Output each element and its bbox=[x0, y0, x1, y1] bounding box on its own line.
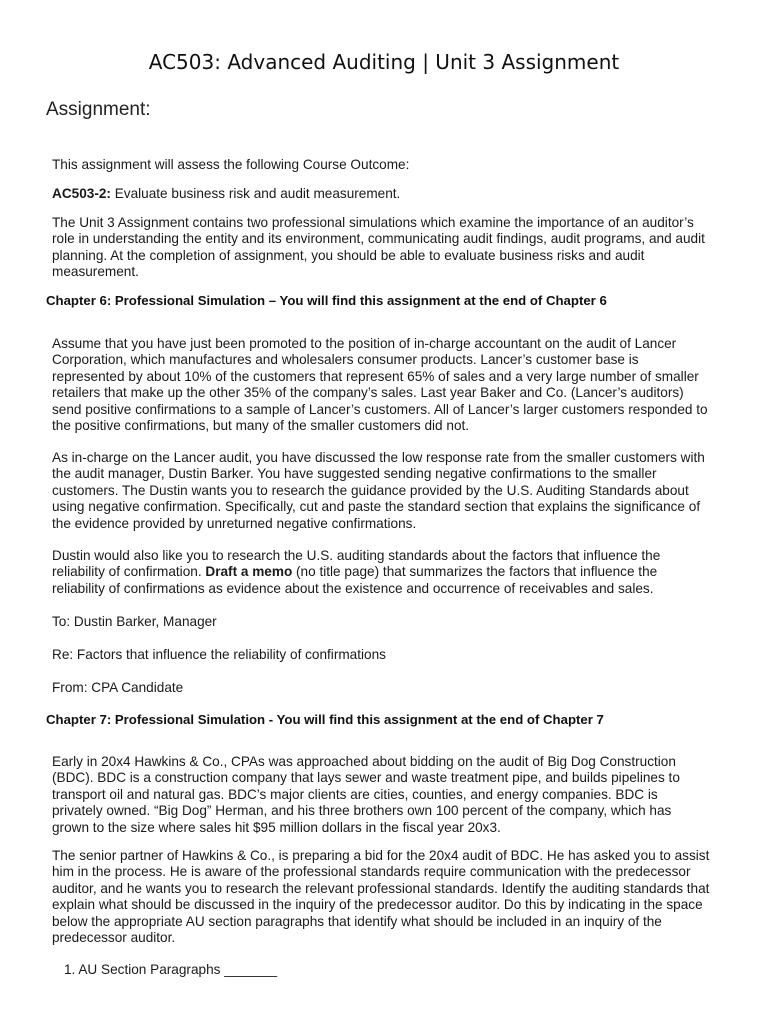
course-outcome bbox=[52, 186, 712, 202]
au-section-item: 1. AU Section Paragraphs _______ bbox=[64, 962, 278, 977]
chapter7-paragraph-1: Early in 20x4 Hawkins & Co., CPAs was approached about bidding on the audit of Big Dog Construction (BDC). BDC is a construction company that lays sewer and waste treatment pipe, and builds pipelines to transport oil and natural gas. BDC’s major clients are cities, counties, and energy companies. BDC is privately owned. “Big Dog” Herman, and his three brothers own 100 percent of the company, which has grown to the size where sales hit $95 million dollars in the fiscal year 20x3. bbox=[52, 754, 680, 835]
paragraph-3-lead: Dustin would also like you to research the U.S. auditing standards about the factors that influence the reliability of confirmation. bbox=[52, 548, 661, 580]
draft-memo-emphasis: Draft a memo bbox=[205, 564, 293, 580]
overview-paragraph: The Unit 3 Assignment contains two professional simulations which examine the importance of an auditor’s role in understanding the entity and its environment, communicating audit findings, audit programs, and audit planning. At the completion of assignment, you should be able to evaluate business risks and audit measurement. bbox=[52, 215, 705, 280]
chapter7-paragraph-2: The senior partner of Hawkins & Co., is preparing a bid for the 20x4 audit of BDC. He has asked you to assist him in the process. He is aware of the professional standards require communication with the predecessor auditor, and he wants you to research the relevant professional standards. Identify the auditing standards that explain what should be discussed in the inquiry of the predecessor auditor. Do this by indicating in the space below the appropriate AU section paragraphs that identify what should be included in an inquiry of the predecessor auditor. bbox=[52, 848, 710, 946]
intro-text: This assignment will assess the following Course Outcome: bbox=[52, 157, 410, 172]
outcome-text: Evaluate business risk and audit measurement. bbox=[110, 186, 401, 201]
chapter6-paragraph-1: Assume that you have just been promoted to the position of in-charge accountant on the audit of Lancer Corporation, which manufactures and wholesalers consumer products. Lancer’s customer base is represented by about 10% of the customers that represent 65% of sales and a very large number of smaller retailers that make up the other 35% of the company’s sales. Last year Baker and Co. (Lancer’s auditors) send positive confirmations to a sample of Lancer’s customers. All of Lancer’s larger customers responded to the positive confirmations, but many of the smaller customers did not. bbox=[52, 336, 708, 434]
memo-from: From: CPA Candidate bbox=[52, 680, 184, 695]
assignment-heading: Assignment: bbox=[46, 99, 151, 120]
memo-re: Re: Factors that influence the reliability of confirmations bbox=[52, 647, 386, 662]
document-title: AC503: Advanced Auditing | Unit 3 Assignment bbox=[148, 50, 620, 74]
outcome-code: AC503-2: bbox=[52, 186, 111, 201]
memo-to: To: Dustin Barker, Manager bbox=[52, 614, 217, 629]
chapter7-heading: Chapter 7: Professional Simulation - You will find this assignment at the end of Chapter 7 bbox=[46, 712, 604, 727]
chapter6-paragraph-3 bbox=[52, 548, 712, 597]
chapter6-paragraph-2: As in-charge on the Lancer audit, you have discussed the low response rate from the smaller customers with the audit manager, Dustin Barker. You have suggested sending negative confirmations to the smaller customers. The Dustin wants you to research the guidance provided by the U.S. Auditing Standards about using negative confirmation. Specifically, cut and paste the standard section that explains the significance of the evidence provided by unreturned negative confirmations. bbox=[52, 450, 705, 531]
paragraph-3-tail: (no title page) that summarizes the factors that influence the reliability of confirmations as evidence about the existence and occurrence of receivables and sales. bbox=[52, 564, 658, 596]
chapter6-heading: Chapter 6: Professional Simulation – You will find this assignment at the end of Chapter 6 bbox=[46, 293, 607, 308]
